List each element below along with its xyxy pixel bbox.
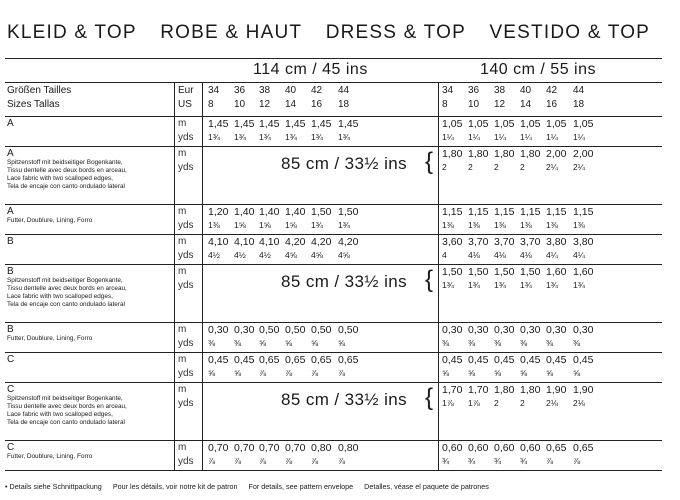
yards-value: ⅝ (259, 338, 267, 348)
yards-value: 1¾ (468, 280, 480, 290)
meters-value: 1,45 (285, 118, 306, 130)
yards-value: ⅜ (208, 338, 216, 348)
unit-yards: yds (178, 220, 194, 231)
meters-value: 0,30 (468, 324, 489, 336)
fabric-description: Tela de encaje con canto ondulado lateral (7, 301, 125, 308)
yards-value: 4¼ (573, 250, 585, 260)
meters-value: 1,40 (285, 206, 306, 218)
yards-value: 1¼ (546, 132, 558, 142)
eur-size: 44 (338, 85, 350, 96)
brace-icon: { (425, 148, 434, 175)
meters-value: 1,15 (546, 206, 567, 218)
unit-yards: yds (178, 132, 194, 143)
meters-value: 1,80 (468, 148, 489, 160)
brace-icon: { (425, 384, 434, 411)
meters-value: 1,05 (546, 118, 567, 130)
yards-value: 1¼ (520, 132, 532, 142)
us-size: 10 (234, 99, 246, 110)
unit-yards: yds (178, 456, 194, 467)
title-english: DRESS & TOP (325, 22, 466, 43)
yards-value: ⅝ (468, 368, 476, 378)
unit-yards: yds (178, 338, 194, 349)
meters-value: 4,10 (234, 236, 255, 248)
yards-value: 1¾ (285, 132, 297, 142)
meters-value: 4,10 (208, 236, 229, 248)
footer-spanish: Detalles, véase el paquete de patrones (364, 482, 489, 491)
unit-meters: m (178, 384, 187, 395)
yards-value: 1⅜ (520, 220, 532, 230)
meters-value: 0,30 (546, 324, 567, 336)
meters-value: 0,30 (208, 324, 229, 336)
fabric-description: Spitzenstoff mit beidseitiger Bogenkante, (7, 277, 123, 284)
yards-value: 1¼ (573, 132, 585, 142)
us-size: 10 (468, 99, 480, 110)
fabric-description: Futter, Doublure, Lining, Forro (7, 453, 93, 460)
meters-value: 0,70 (234, 442, 255, 454)
yards-value: ⅞ (311, 368, 319, 378)
meters-value: 0,50 (311, 324, 332, 336)
fabric-description: Futter, Doublure, Lining, Forro (7, 335, 93, 342)
yards-value: 4 (442, 250, 447, 260)
yards-value: 1⅜ (208, 220, 220, 230)
meters-value: 1,80 (520, 384, 541, 396)
yards-value: 4½ (259, 250, 271, 260)
meters-value: 0,45 (573, 354, 594, 366)
meters-value: 1,45 (208, 118, 229, 130)
meters-value: 1,05 (520, 118, 541, 130)
meters-value: 0,70 (285, 442, 306, 454)
meters-value: 0,45 (468, 354, 489, 366)
chart-title (7, 22, 667, 44)
yards-value: 2 (520, 162, 525, 172)
footer-english: For details, see pattern envelope (248, 482, 354, 491)
fabric-description: Tela de encaje con canto ondulado lateral (7, 183, 125, 190)
meters-value: 3,80 (546, 236, 567, 248)
view-label: B (7, 236, 14, 247)
meters-value: 0,45 (494, 354, 515, 366)
yards-value: ⅜ (573, 338, 581, 348)
meters-value: 0,60 (494, 442, 515, 454)
eur-size: 38 (494, 85, 506, 96)
meters-value: 0,45 (546, 354, 567, 366)
yards-value: 2 (494, 398, 499, 408)
fabric-description: Spitzenstoff mit beidseitiger Bogenkante, (7, 395, 123, 402)
meters-value: 1,50 (520, 266, 541, 278)
meters-value: 1,05 (494, 118, 515, 130)
meters-value: 0,60 (442, 442, 463, 454)
meters-value: 0,50 (285, 324, 306, 336)
yards-value: ⅞ (234, 456, 242, 466)
unit-meters: m (178, 236, 187, 247)
yards-value: ⅝ (338, 338, 346, 348)
sizes-label-en-es: Sizes Tallas (7, 99, 60, 110)
yards-value: 2 (520, 398, 525, 408)
unit-yards: yds (178, 368, 194, 379)
meters-value: 3,80 (573, 236, 594, 248)
meters-value: 1,15 (520, 206, 541, 218)
yards-value: 4⅛ (520, 250, 532, 260)
meters-value: 1,80 (494, 384, 515, 396)
view-label: A (7, 118, 14, 129)
yards-value: 2⅛ (573, 398, 585, 408)
view-label: B (7, 266, 14, 277)
yards-value: 1¾ (546, 280, 558, 290)
meters-value: 1,70 (442, 384, 463, 396)
yards-value: 2 (468, 162, 473, 172)
yards-value: 2 (442, 162, 447, 172)
yards-value: 4¼ (546, 250, 558, 260)
meters-value: 0,80 (338, 442, 359, 454)
row-divider (5, 264, 662, 265)
eur-label: Eur (178, 85, 194, 96)
meters-value: 1,45 (259, 118, 280, 130)
us-size: 18 (573, 99, 585, 110)
fabric-description: Lace fabric with two scalloped edges, (7, 293, 113, 300)
yards-value: ⅞ (285, 456, 293, 466)
yards-value: ⅞ (546, 456, 554, 466)
row-divider (5, 204, 662, 205)
yards-value: ⅞ (259, 368, 267, 378)
yards-value: 1¾ (311, 132, 323, 142)
meters-value: 0,45 (442, 354, 463, 366)
yards-value: 1¾ (311, 220, 323, 230)
meters-value: 3,70 (494, 236, 515, 248)
eur-size: 36 (234, 85, 246, 96)
us-label: US (178, 99, 192, 110)
yards-value: 4⅛ (468, 250, 480, 260)
eur-size: 44 (573, 85, 585, 96)
us-size: 16 (311, 99, 323, 110)
us-size: 8 (208, 99, 214, 110)
meters-value: 4,20 (285, 236, 306, 248)
meters-value: 4,20 (311, 236, 332, 248)
footer-german: • Details siehe Schnittpackung (5, 482, 102, 491)
row-divider (5, 352, 662, 353)
yards-value: ⅝ (234, 368, 242, 378)
meters-value: 1,15 (442, 206, 463, 218)
yards-value: ⅞ (285, 368, 293, 378)
view-label: C (7, 442, 15, 453)
meters-value: 3,70 (468, 236, 489, 248)
yardage-table (5, 58, 662, 470)
unit-yards: yds (178, 398, 194, 409)
title-german: KLEID & TOP (7, 22, 137, 43)
meters-value: 4,20 (338, 236, 359, 248)
yards-value: 2¼ (573, 162, 585, 172)
footer-french: Pour les détails, voir notre kit de patron (112, 482, 238, 491)
yards-value: ¾ (494, 456, 502, 466)
unit-meters: m (178, 354, 187, 365)
yards-value: 2 (494, 162, 499, 172)
meters-value: 0,65 (573, 442, 594, 454)
meters-value: 1,05 (468, 118, 489, 130)
yards-value: ⅞ (311, 456, 319, 466)
fabric-description: Tela de encaje con canto ondulado lateral (7, 419, 125, 426)
us-size: 14 (285, 99, 297, 110)
eur-size: 34 (442, 85, 454, 96)
meters-value: 1,05 (573, 118, 594, 130)
yards-value: ⅝ (546, 368, 554, 378)
title-spanish: VESTIDO & TOP (489, 22, 651, 43)
us-size: 14 (520, 99, 532, 110)
yards-value: 1⅝ (259, 220, 271, 230)
meters-value: 2,00 (573, 148, 594, 160)
yards-value: 4½ (208, 250, 220, 260)
yards-value: ⅞ (573, 456, 581, 466)
yards-value: 1⅝ (285, 220, 297, 230)
meters-value: 3,70 (520, 236, 541, 248)
unit-meters: m (178, 118, 187, 129)
yards-value: ⅞ (259, 456, 267, 466)
yards-value: ⅜ (520, 338, 528, 348)
yards-value: 1⅜ (468, 220, 480, 230)
unit-meters: m (178, 266, 187, 277)
row-divider (5, 322, 662, 323)
yards-value: ¾ (520, 456, 528, 466)
meters-value: 1,15 (494, 206, 515, 218)
meters-value: 0,65 (311, 354, 332, 366)
label-column-divider (174, 82, 175, 470)
eur-size: 42 (311, 85, 323, 96)
unit-yards: yds (178, 250, 194, 261)
us-size: 12 (494, 99, 506, 110)
meters-value: 1,40 (259, 206, 280, 218)
yards-value: 4⅝ (285, 250, 297, 260)
yards-value: 1¾ (573, 280, 585, 290)
yards-value: 1¾ (494, 280, 506, 290)
fabric-description: Tissu dentelle avec deux bords en arceau, (7, 403, 127, 410)
yards-value: ¾ (442, 456, 450, 466)
meters-value: 3,60 (442, 236, 463, 248)
meters-value: 0,30 (494, 324, 515, 336)
meters-value: 1,50 (494, 266, 515, 278)
meters-value: 1,45 (311, 118, 332, 130)
fabric-width-note: 85 cm / 33½ ins (281, 154, 408, 173)
eur-size: 40 (520, 85, 532, 96)
meters-value: 1,70 (468, 384, 489, 396)
width-heading-140: 140 cm / 55 ins (480, 61, 596, 78)
meters-value: 0,70 (259, 442, 280, 454)
unit-yards: yds (178, 280, 194, 291)
meters-value: 0,65 (338, 354, 359, 366)
yards-value: 4⅝ (311, 250, 323, 260)
view-label: B (7, 324, 14, 335)
meters-value: 1,50 (468, 266, 489, 278)
yards-value: 4⅛ (494, 250, 506, 260)
fabric-description: Spitzenstoff mit beidseitiger Bogenkante, (7, 159, 123, 166)
yards-value: 4½ (234, 250, 246, 260)
view-label: C (7, 354, 15, 365)
meters-value: 0,45 (234, 354, 255, 366)
yards-value: ⅜ (468, 338, 476, 348)
yards-value: ⅞ (208, 456, 216, 466)
row-divider (5, 234, 662, 235)
view-label: C (7, 384, 15, 395)
meters-value: 1,45 (338, 118, 359, 130)
meters-value: 1,90 (546, 384, 567, 396)
meters-value: 1,80 (520, 148, 541, 160)
yards-value: ⅝ (208, 368, 216, 378)
meters-value: 0,50 (338, 324, 359, 336)
view-label: A (7, 148, 14, 159)
meters-value: 1,60 (546, 266, 567, 278)
meters-value: 0,70 (208, 442, 229, 454)
yards-value: 2¼ (546, 162, 558, 172)
table-bottom-rule (5, 470, 662, 471)
yards-value: 1¼ (442, 132, 454, 142)
sizes-label-de-fr: Größen Tailles (7, 85, 72, 96)
meters-value: 1,80 (442, 148, 463, 160)
us-size: 12 (259, 99, 271, 110)
meters-value: 0,45 (208, 354, 229, 366)
eur-size: 38 (259, 85, 271, 96)
meters-value: 0,30 (573, 324, 594, 336)
meters-value: 1,90 (573, 384, 594, 396)
fabric-description: Tissu dentelle avec deux bords en arceau, (7, 167, 127, 174)
yards-value: 1⅜ (494, 220, 506, 230)
yards-value: 1⅝ (234, 220, 246, 230)
meters-value: 1,45 (234, 118, 255, 130)
row-divider (5, 146, 662, 147)
yards-value: ⅜ (442, 338, 450, 348)
meters-value: 1,15 (573, 206, 594, 218)
unit-column-divider (202, 82, 203, 470)
row-divider (5, 440, 662, 441)
unit-yards: yds (178, 162, 194, 173)
yards-value: ⅝ (520, 368, 528, 378)
meters-value: 1,40 (234, 206, 255, 218)
meters-value: 1,15 (468, 206, 489, 218)
yards-value: 1¾ (208, 132, 220, 142)
us-size: 18 (338, 99, 350, 110)
yards-value: 1⅜ (573, 220, 585, 230)
width-group-divider (438, 82, 439, 470)
meters-value: 1,80 (494, 148, 515, 160)
fabric-width-note: 85 cm / 33½ ins (281, 390, 408, 409)
unit-meters: m (178, 206, 187, 217)
meters-value: 1,50 (442, 266, 463, 278)
eur-size: 34 (208, 85, 220, 96)
unit-meters: m (178, 148, 187, 159)
meters-value: 0,65 (546, 442, 567, 454)
yards-value: 1⅜ (546, 220, 558, 230)
yards-value: ⅝ (285, 338, 293, 348)
fabric-description: Lace fabric with two scalloped edges, (7, 175, 113, 182)
meters-value: 0,30 (442, 324, 463, 336)
meters-value: 0,65 (285, 354, 306, 366)
yards-value: 4⅝ (338, 250, 350, 260)
meters-value: 1,20 (208, 206, 229, 218)
view-label: A (7, 206, 14, 217)
meters-value: 2,00 (546, 148, 567, 160)
yards-value: ⅜ (546, 338, 554, 348)
yards-value: 1⅜ (442, 220, 454, 230)
fabric-description: Futter, Doublure, Lining, Forro (7, 217, 93, 224)
yards-value: 1¾ (520, 280, 532, 290)
yards-value: 1¼ (494, 132, 506, 142)
row-divider (5, 382, 662, 383)
yards-value: ⅝ (311, 338, 319, 348)
yards-value: 1¾ (234, 132, 246, 142)
yards-value: 1¾ (259, 132, 271, 142)
yards-value: ⅞ (338, 456, 346, 466)
yards-value: 1⅞ (468, 398, 480, 408)
us-size: 8 (442, 99, 448, 110)
eur-size: 42 (546, 85, 558, 96)
us-size: 16 (546, 99, 558, 110)
meters-value: 0,45 (520, 354, 541, 366)
size-header-rule (5, 116, 662, 117)
meters-value: 0,80 (311, 442, 332, 454)
title-french: ROBE & HAUT (160, 22, 303, 43)
yards-value: ¾ (468, 456, 476, 466)
yards-value: 1¾ (338, 220, 350, 230)
fabric-description: Tissu dentelle avec deux bords en arceau, (7, 285, 127, 292)
width-heading-114: 114 cm / 45 ins (253, 61, 368, 78)
meters-value: 0,60 (520, 442, 541, 454)
yards-value: 1¾ (338, 132, 350, 142)
eur-size: 40 (285, 85, 297, 96)
meters-value: 1,05 (442, 118, 463, 130)
meters-value: 4,10 (259, 236, 280, 248)
yards-value: ⅜ (494, 338, 502, 348)
fabric-width-note: 85 cm / 33½ ins (281, 272, 408, 291)
width-header-rule (5, 82, 662, 83)
meters-value: 1,50 (311, 206, 332, 218)
meters-value: 1,50 (338, 206, 359, 218)
meters-value: 0,60 (468, 442, 489, 454)
table-top-rule (5, 58, 662, 59)
footer-note (5, 482, 498, 491)
yards-value: 1¼ (468, 132, 480, 142)
meters-value: 0,30 (234, 324, 255, 336)
yards-value: ⅝ (573, 368, 581, 378)
eur-size: 36 (468, 85, 480, 96)
fabric-description: Lace fabric with two scalloped edges, (7, 411, 113, 418)
yards-value: ⅝ (494, 368, 502, 378)
meters-value: 0,50 (259, 324, 280, 336)
brace-icon: { (425, 266, 434, 293)
yards-value: ⅝ (442, 368, 450, 378)
meters-value: 1,60 (573, 266, 594, 278)
meters-value: 0,65 (259, 354, 280, 366)
yards-value: ⅞ (338, 368, 346, 378)
yards-value: 1¾ (442, 280, 454, 290)
yards-value: ⅜ (234, 338, 242, 348)
yards-value: 2⅛ (546, 398, 558, 408)
unit-meters: m (178, 324, 187, 335)
meters-value: 0,30 (520, 324, 541, 336)
yards-value: 1⅞ (442, 398, 454, 408)
unit-meters: m (178, 442, 187, 453)
